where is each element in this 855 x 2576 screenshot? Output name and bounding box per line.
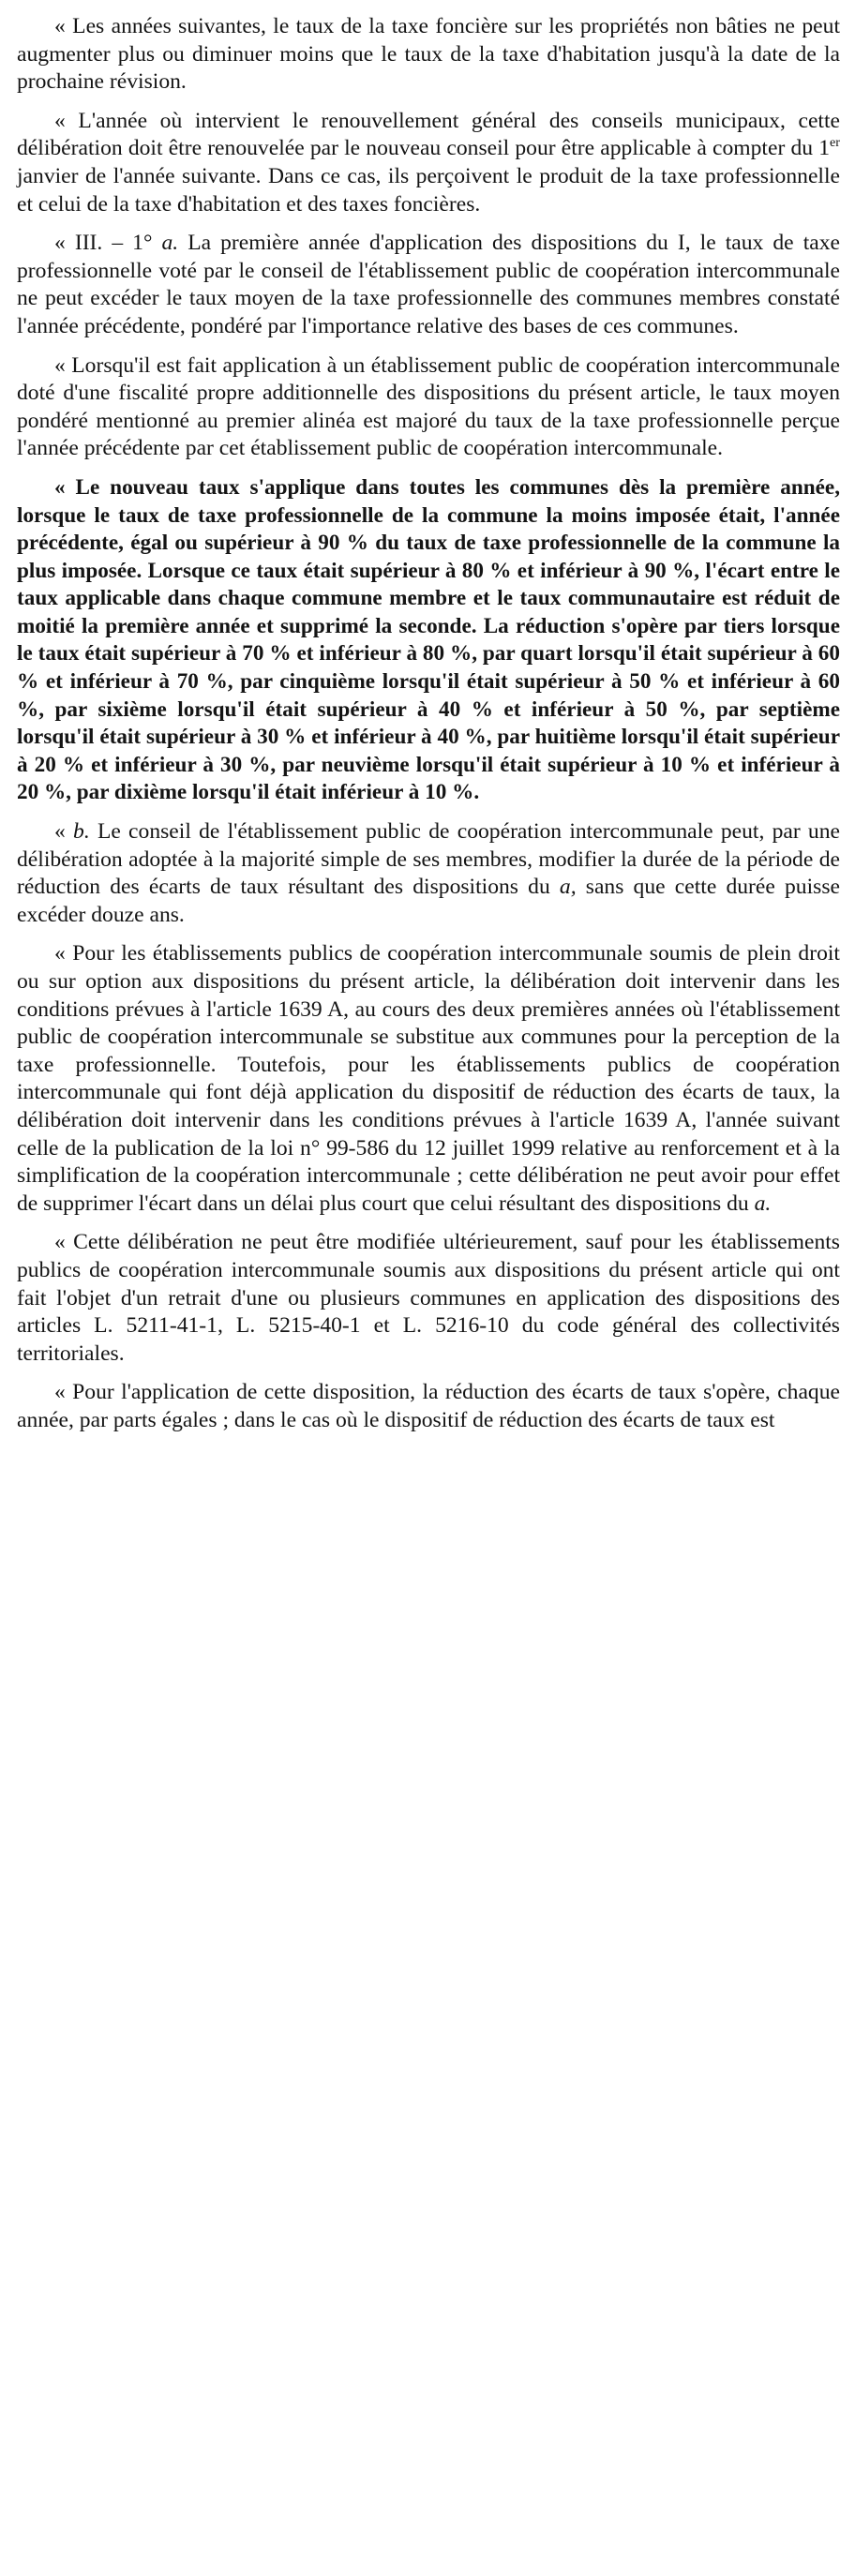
- text-segment: b.: [73, 819, 90, 845]
- text-segment: « III. – 1°: [54, 231, 162, 256]
- text-column: [17, 13, 840, 1435]
- text-segment: a.: [161, 231, 179, 256]
- text-segment: janvier de l'année suivante. Dans ce cas, ils perçoivent le produit de la taxe professionnelle et celui de la taxe d'habitation et des taxes foncières.: [17, 163, 840, 217]
- text-segment: « Lorsqu'il est fait application à un établissement public de coopération intercommunale doté d'une fiscalité propre additionnelle des dispositions du présent article, le taux moyen pondéré mentionné au premier alinéa est majoré du taux de la taxe professionnelle perçue l'année précédente par cet établissement public de coopération intercommunale.: [17, 352, 840, 461]
- text-segment: « Cette délibération ne peut être modifiée ultérieurement, sauf pour les établissements publics de coopération intercommunale soumis aux dispositions du présent article qui ont fait l'objet d'un retrait d'une ou plusieurs communes en application des dispositions des articles L. 5211-41-1, L. 5215-40-1 et L. 5216-10 du code général des collectivités territoriales.: [17, 1230, 840, 1366]
- text-segment: « L'année où intervient le renouvellement général des conseils municipaux, cette délibération doit être renouvelée par le nouveau conseil pour être applicable à compter du 1: [17, 108, 840, 161]
- text-segment: Le conseil de l'établissement public de coopération intercommunale peut, par une délibération adoptée à la majorité simple de ses membres, modifier la durée de la période de réduction des écarts de taux résultant des dispositions du: [17, 819, 840, 900]
- paragraph-p9: [17, 1379, 840, 1434]
- paragraph-p2: [17, 108, 840, 218]
- paragraph-p8: [17, 1229, 840, 1368]
- text-segment: sans que cette durée puisse excéder douze ans.: [17, 875, 840, 927]
- text-segment: «: [54, 819, 74, 845]
- text-segment: La première année d'application des dispositions du I, le taux de taxe professionnelle voté par le conseil de l'établissement public de coopération intercommunale ne peut excéder le taux moyen de la taxe professionnelle des communes membres constaté l'année précédente, pondéré par l'importance relative des bases de ces communes.: [17, 231, 840, 338]
- paragraph-p1: [17, 13, 840, 97]
- text-segment: a.: [754, 1191, 772, 1216]
- paragraph-p6: [17, 818, 840, 929]
- paragraph-p3: [17, 230, 840, 340]
- text-segment: « Le nouveau taux s'applique dans toutes les communes dès la première année, lorsque le taux de taxe professionnelle de la commune la moins imposée était, l'année précédente, égal ou supérieur à 90 % du taux de taxe professionnelle de la commune la plus imposée. Lorsque ce taux était supérieur à 80 % et inférieur à 90 %, l'écart entre le taux applicable dans chaque commune membre et le taux communautaire est réduit de moitié la première année et supprimé la seconde. La réduction s'opère par tiers lorsque le taux était supérieur à 70 % et inférieur à 80 %, par quart lorsqu'il était supérieur à 60 % et inférieur à 70 %, par cinquième lorsqu'il était supérieur à 50 % et inférieur à 60 %, par sixième lorsqu'il était supérieur à 40 % et inférieur à 50 %, par septième lorsqu'il était supérieur à 30 % et inférieur à 40 %, par huitième lorsqu'il était supérieur à 20 % et inférieur à 30 %, par neuvième lorsqu'il était supérieur à 10 % et inférieur à 20 %, par dixième lorsqu'il était inférieur à 10 %.: [17, 474, 840, 805]
- text-segment: a,: [559, 875, 577, 900]
- paragraph-p7: [17, 940, 840, 1218]
- text-segment: « Pour les établissements publics de coopération intercommunale soumis de plein droit ou sur option aux dispositions du présent article, la délibération doit intervenir dans les conditions prévues à l'article 1639 A, au cours des deux premières années où l'établissement public de coopération intercommunale se substitue aux communes pour la perception de la taxe professionnelle. Toutefois, pour les établissements publics de coopération intercommunale qui font déjà application du dispositif de réduction des écarts de taux, la délibération doit intervenir dans les conditions prévues à l'article 1639 A, l'année suivant celle de la publication de la loi n° 99-586 du 12 juillet 1999 relative au renforcement et à la simplification de la coopération intercommunale ; cette délibération ne peut avoir pour effet de supprimer l'écart dans un délai plus court que celui résultant des dispositions du: [17, 941, 840, 1216]
- text-segment: « Les années suivantes, le taux de la taxe foncière sur les propriétés non bâties ne peut augmenter plus ou diminuer moins que le taux de la taxe d'habitation jusqu'à la date de la prochaine révision.: [17, 14, 840, 95]
- paragraph-p4: [17, 352, 840, 463]
- paragraph-p5: [17, 474, 840, 807]
- text-segment: « Pour l'application de cette disposition, la réduction des écarts de taux s'opère, chaque année, par parts égales ; dans le cas où le dispositif de réduction des écarts de taux est: [17, 1380, 840, 1432]
- text-segment: er: [830, 135, 840, 151]
